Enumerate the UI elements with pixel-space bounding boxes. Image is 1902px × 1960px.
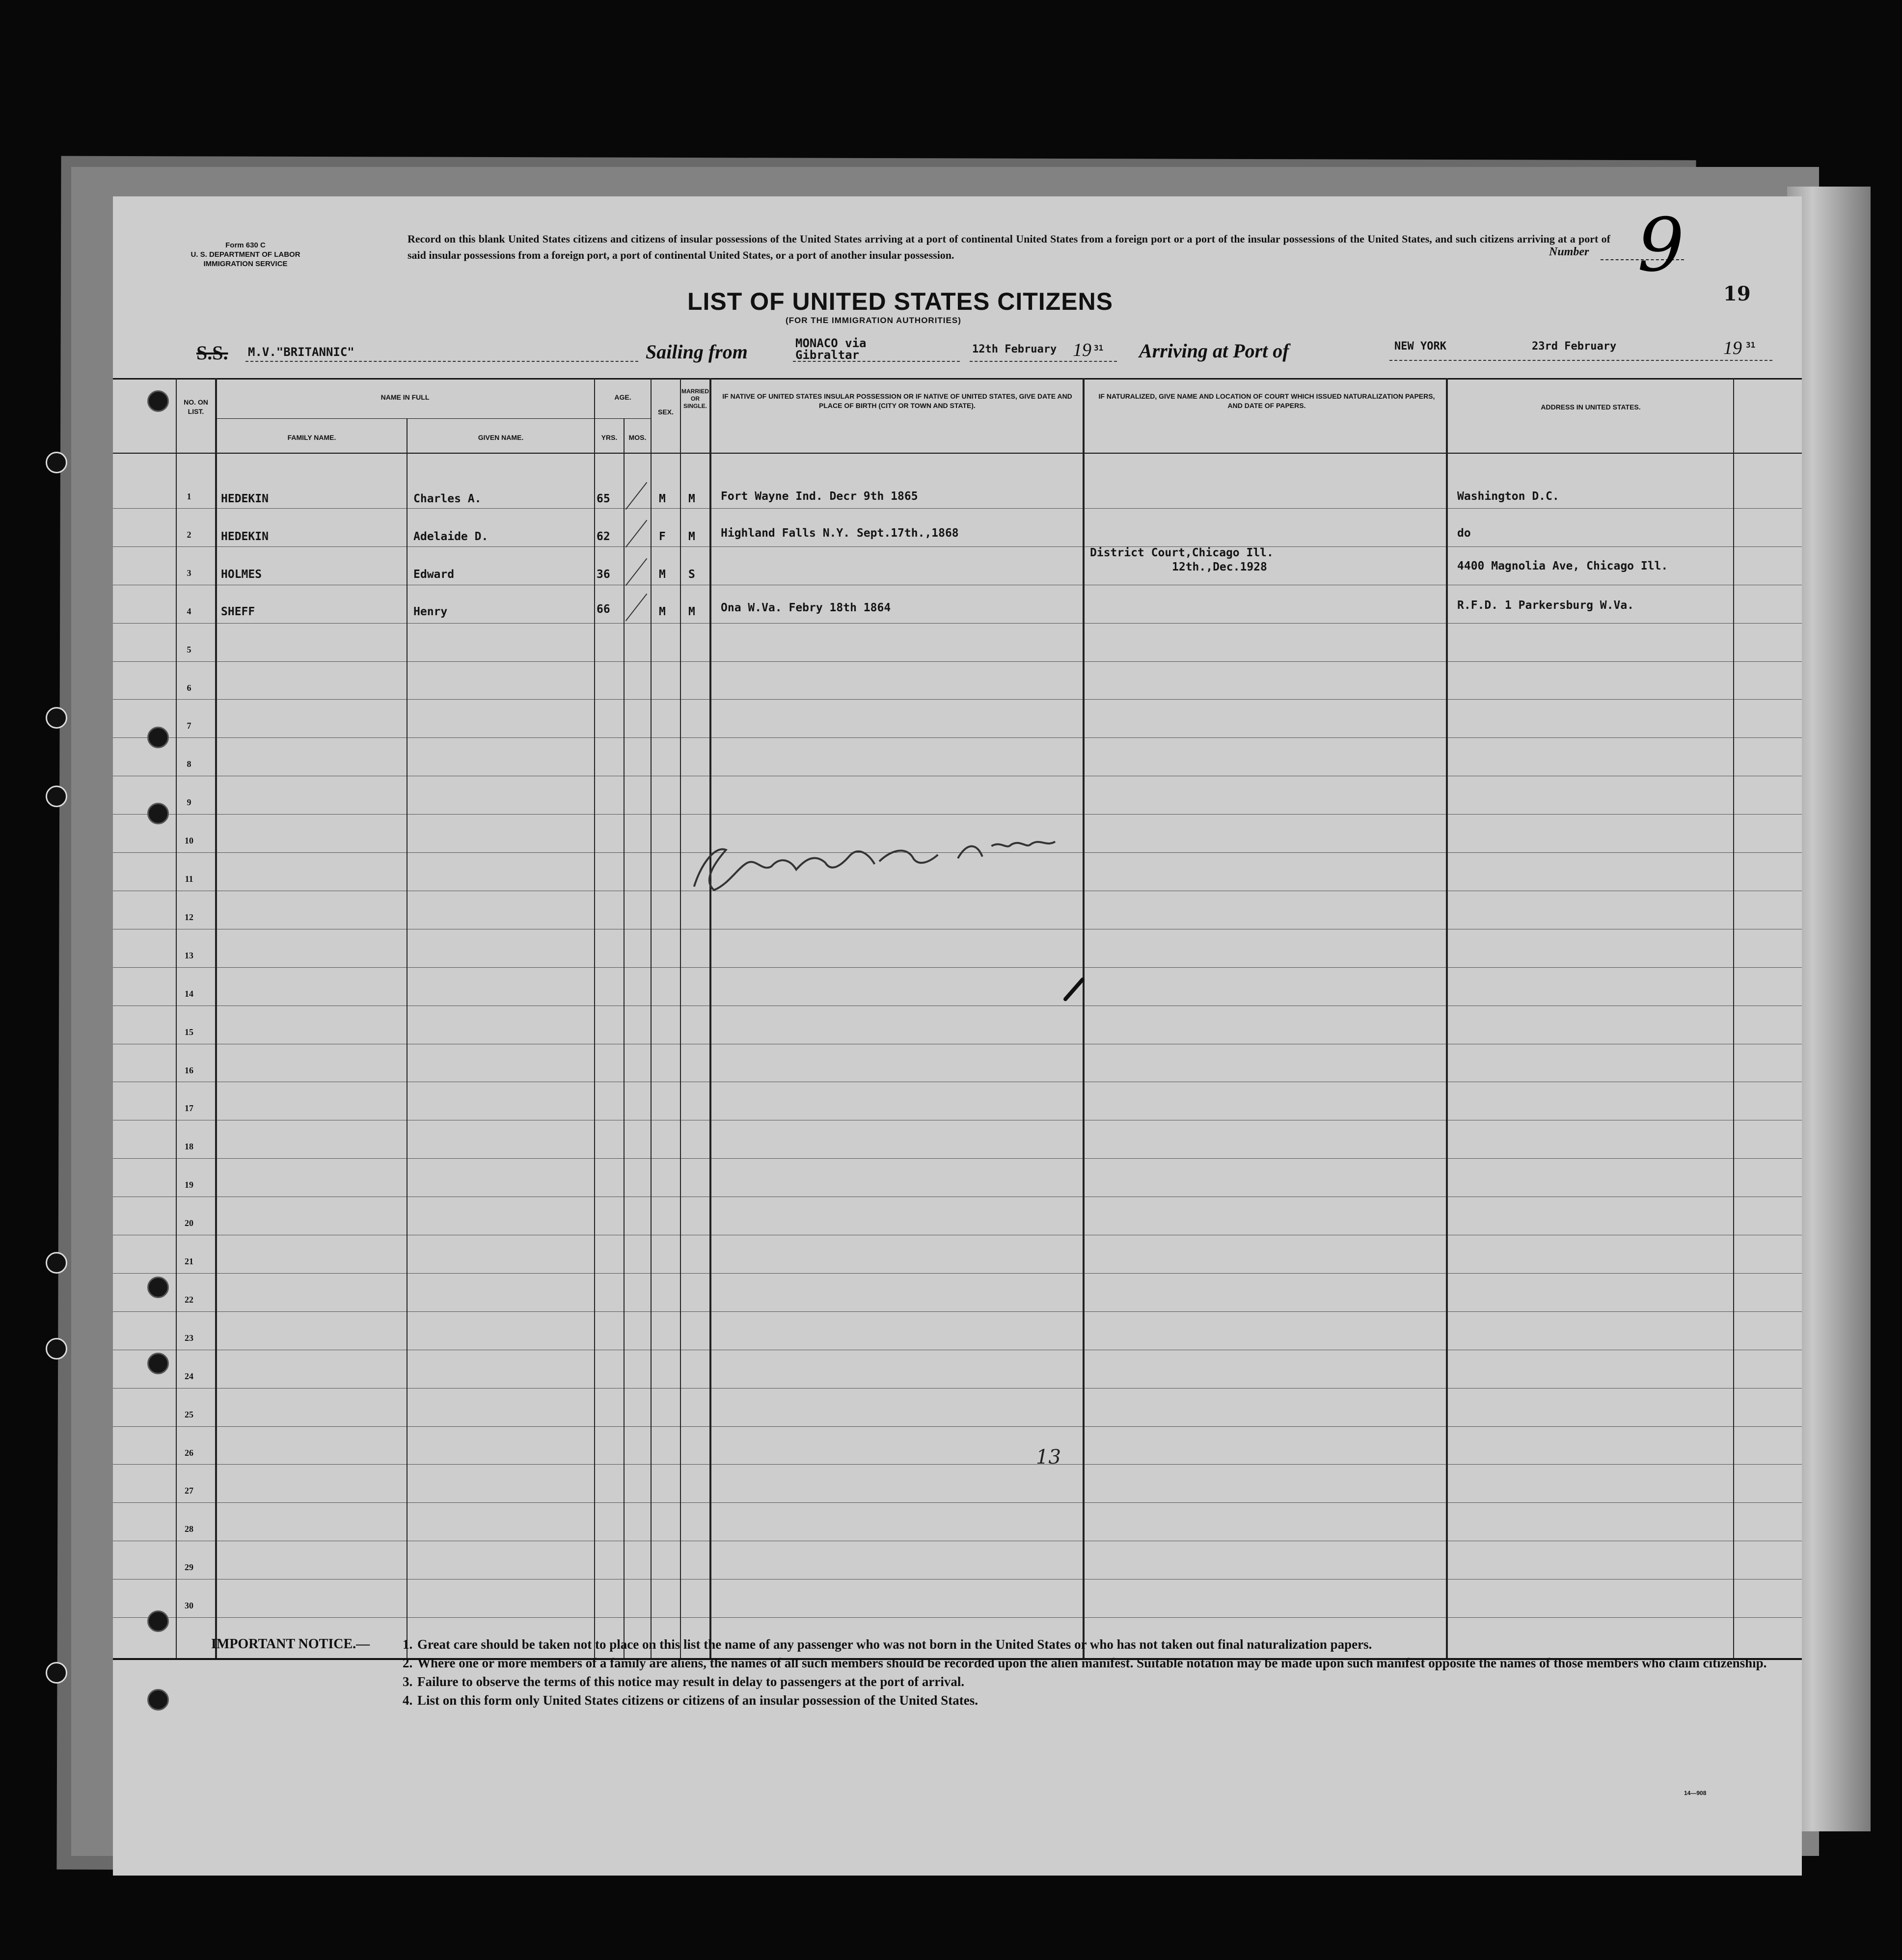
notice-list — [403, 1635, 1787, 1710]
row-rule — [113, 1273, 1802, 1274]
paper-punch — [147, 1610, 169, 1632]
header-naturalized: IF NATURALIZED, GIVE NAME AND LOCATION OF COURT WHICH ISSUED NATURALIZATION PAPERS, AND DATE OF PAPERS. — [1098, 392, 1435, 409]
paper-punch — [147, 727, 169, 748]
row-number: 8 — [187, 759, 191, 769]
form-instructions: Record on this blank United States citizens and citizens of insular possessions of the United States arriving at a port of continental United States from a foreign port or a port of the insular possessions of the United States, and such citizens arriving at a port of said insular possessions from a foreign port, a port of continental United States, or a port of another insular possession. — [408, 233, 1610, 261]
header-address: ADDRESS IN UNITED STATES. — [1541, 403, 1641, 411]
row-number: 24 — [185, 1371, 193, 1381]
notice-item: 2. Where one or more members of a family are aliens, the names of all such members should be recorded upon the alien manifest. Suitable notation may be made upon such manifest opposite the names of those members who claim citizenship. — [403, 1656, 1767, 1670]
row-number: 29 — [185, 1562, 193, 1573]
birth-place-date: Highland Falls N.Y. Sept.17th.,1868 — [721, 527, 959, 540]
row-number: 15 — [185, 1027, 193, 1037]
sex: F — [659, 530, 666, 543]
notice-item: 1. Great care should be taken not to place on this list the name of any passenger who was not born in the United States or who has not taken out final naturalization papers. — [403, 1637, 1372, 1652]
binder-hole — [46, 1662, 67, 1684]
header-given-name: GIVEN NAME. — [478, 434, 524, 441]
row-number: 30 — [185, 1601, 193, 1611]
sex: M — [659, 568, 666, 581]
birth-place-date: Ona W.Va. Febry 18th 1864 — [721, 601, 891, 614]
header-married-or-single: MARRIED OR SINGLE. — [681, 388, 709, 409]
notice-text: Great care should be taken not to place on this list the name of any passenger who was not born in the United States or who has not taken out final naturalization papers. — [417, 1637, 1372, 1652]
notice-item: 4. List on this form only United States citizens or citizens of an insular possession of the United States. — [403, 1693, 978, 1708]
row-number: 16 — [185, 1065, 193, 1075]
marital-status: M — [688, 605, 695, 618]
number-label: Number — [1549, 245, 1589, 258]
row-number: 28 — [185, 1524, 193, 1534]
given-name: Charles A. — [413, 492, 482, 505]
ditto-slash — [625, 520, 648, 547]
naturalization-date: 12th.,Dec.1928 — [1172, 561, 1267, 573]
age-years: 62 — [597, 530, 610, 543]
binder-hole — [46, 1252, 67, 1274]
header-age: AGE. — [614, 393, 631, 401]
row-number: 12 — [185, 912, 193, 922]
arrival-year: 31 — [1746, 340, 1756, 350]
paper-punch — [147, 1353, 169, 1374]
column-divider — [407, 418, 408, 1658]
service-name: IMMIGRATION SERVICE — [203, 260, 288, 268]
paper-punch — [147, 1689, 169, 1711]
form-code: 14—908 — [1684, 1790, 1707, 1797]
given-name: Edward — [413, 568, 455, 581]
sailing-from-label: Sailing from — [646, 341, 748, 363]
row-number: 9 — [187, 797, 191, 808]
department-name: U. S. DEPARTMENT OF LABOR — [190, 250, 300, 259]
binder-hole — [46, 707, 67, 729]
row-number: 14 — [185, 988, 193, 999]
citizen-list-form — [113, 196, 1802, 1876]
year-prefix-1: 19 — [1073, 340, 1091, 360]
vessel-blank — [245, 361, 638, 362]
row-rule — [113, 661, 1802, 662]
address: R.F.D. 1 Parkersburg W.Va. — [1457, 599, 1634, 612]
form-identifier — [157, 241, 334, 269]
row-rule — [113, 1464, 1802, 1465]
paper-punch — [147, 803, 169, 824]
arriving-label: Arriving at Port of — [1139, 340, 1289, 362]
row-number: 18 — [185, 1142, 193, 1152]
row-number: 19 — [185, 1180, 193, 1190]
column-divider — [651, 378, 652, 1658]
header-name-in-full: NAME IN FULL — [380, 393, 430, 401]
row-rule — [113, 1311, 1802, 1312]
annotation-number: 13 — [1036, 1446, 1061, 1469]
port-from-blank — [793, 361, 960, 362]
port-of-arrival: NEW YORK — [1394, 340, 1446, 353]
address: 4400 Magnolia Ave, Chicago Ill. — [1457, 560, 1668, 572]
row-rule — [113, 623, 1802, 624]
row-number: 1 — [187, 491, 191, 501]
marital-status: S — [688, 568, 695, 581]
family-name: HEDEKIN — [221, 492, 269, 505]
header-bottom-rule — [113, 453, 1802, 454]
ditto-slash — [625, 594, 648, 621]
naturalization-court: District Court,Chicago Ill. — [1090, 546, 1274, 559]
header-sex: SEX. — [658, 408, 674, 416]
form-subtitle: (FOR THE IMMIGRATION AUTHORITIES) — [786, 316, 961, 325]
age-years: 36 — [597, 568, 610, 581]
subheader-rule — [215, 418, 651, 419]
row-rule — [113, 1617, 1802, 1618]
header-birth: IF NATIVE OF UNITED STATES INSULAR POSSESSION OR IF NATIVE OF UNITED STATES, GIVE DATE AND PLACE OF BIRTH (CITY OR TOWN AND STATE). — [722, 392, 1072, 409]
row-number: 7 — [187, 721, 191, 731]
column-divider — [215, 378, 217, 1658]
header-no-on-list: NO. ON LIST. — [184, 398, 208, 415]
row-number: 10 — [185, 836, 193, 846]
page-number: 19 — [1723, 282, 1751, 305]
arrival-blank — [1389, 360, 1772, 361]
row-number: 13 — [185, 950, 193, 960]
arrival-date: 23rd February — [1532, 340, 1617, 353]
row-number: 11 — [185, 874, 193, 884]
marital-status: M — [688, 530, 695, 543]
row-number: 27 — [185, 1486, 193, 1496]
marital-status: M — [688, 492, 695, 505]
binder-hole — [46, 786, 67, 807]
row-number: 25 — [185, 1409, 193, 1419]
row-number: 6 — [187, 682, 191, 693]
column-divider — [680, 378, 681, 1658]
age-years: 65 — [597, 492, 610, 505]
address: do — [1457, 527, 1471, 540]
vessel-name: M.V."BRITANNIC" — [248, 345, 354, 359]
notice-text: Where one or more members of a family are aliens, the names of all such members should be recorded upon the alien manifest. Suitable notation may be made upon such manifest opposite the names of those members who claim citizenship. — [417, 1656, 1767, 1670]
paper-punch — [147, 1277, 169, 1298]
given-name: Henry — [413, 605, 448, 618]
column-divider — [1733, 378, 1734, 1658]
notice-text: List on this form only United States citizens or citizens of an insular possession of the United States. — [417, 1693, 978, 1708]
list-number: 9 — [1637, 203, 1685, 288]
row-rule — [113, 508, 1802, 509]
departure-date: 12th February — [972, 343, 1057, 355]
inspector-signature — [680, 807, 1067, 902]
given-name: Adelaide D. — [413, 530, 489, 543]
ditto-slash — [625, 558, 648, 586]
notice-heading: IMPORTANT NOTICE.— — [211, 1636, 370, 1652]
column-divider — [1446, 378, 1448, 1658]
binder-hole — [46, 1338, 67, 1360]
table-top-rule — [113, 378, 1802, 380]
row-number: 2 — [187, 529, 191, 540]
year-prefix-2: 19 — [1723, 338, 1742, 358]
birth-place-date: Fort Wayne Ind. Decr 9th 1865 — [721, 490, 918, 503]
header-age-months: MOS. — [628, 434, 647, 441]
family-name: HEDEKIN — [221, 530, 269, 543]
column-divider — [709, 378, 711, 1658]
port-from-line1: MONACO via — [795, 336, 867, 350]
sex: M — [659, 605, 666, 618]
column-divider — [594, 378, 595, 1658]
row-number: 5 — [187, 644, 191, 654]
form-title: LIST OF UNITED STATES CITIZENS — [687, 288, 1114, 315]
row-number: 17 — [185, 1103, 193, 1114]
vessel-prefix: S.S. — [196, 342, 228, 364]
row-rule — [113, 737, 1802, 738]
column-divider — [1083, 378, 1085, 1658]
port-from-line2: Gibraltar — [795, 348, 860, 362]
row-number: 26 — [185, 1447, 193, 1458]
row-rule — [113, 546, 1802, 547]
row-number: 21 — [185, 1256, 193, 1266]
departure-year: 31 — [1094, 343, 1104, 353]
row-rule — [113, 1158, 1802, 1159]
row-number: 3 — [187, 568, 191, 578]
family-name: HOLMES — [221, 568, 262, 581]
header-family-name: FAMILY NAME. — [287, 434, 336, 441]
row-rule — [113, 967, 1802, 968]
address: Washington D.C. — [1457, 490, 1559, 503]
port-of-departure — [795, 337, 867, 361]
notice-text: Failure to observe the terms of this notice may result in delay to passengers at the port of arrival. — [417, 1674, 965, 1689]
binder-hole — [46, 452, 67, 473]
column-divider — [624, 418, 625, 1658]
sailing-line — [196, 336, 1817, 366]
row-number: 23 — [185, 1333, 193, 1343]
row-number: 20 — [185, 1218, 193, 1228]
paper-punch — [147, 390, 169, 412]
row-rule — [113, 699, 1802, 700]
row-number: 4 — [187, 606, 191, 616]
departure-date-blank — [970, 361, 1117, 362]
form-number: Form 630 C — [225, 241, 266, 249]
row-number: 22 — [185, 1294, 193, 1305]
passenger-table — [113, 378, 1802, 1655]
header-age-years: YRS. — [601, 434, 618, 441]
age-years: 66 — [597, 603, 610, 616]
notice-item: 3. Failure to observe the terms of this notice may result in delay to passengers at the port of arrival. — [403, 1674, 965, 1689]
ditto-slash — [625, 482, 648, 510]
row-rule — [113, 1426, 1802, 1427]
row-rule — [113, 1502, 1802, 1503]
family-name: SHEFF — [221, 605, 255, 618]
sex: M — [659, 492, 666, 505]
ink-mark — [1060, 975, 1090, 1004]
